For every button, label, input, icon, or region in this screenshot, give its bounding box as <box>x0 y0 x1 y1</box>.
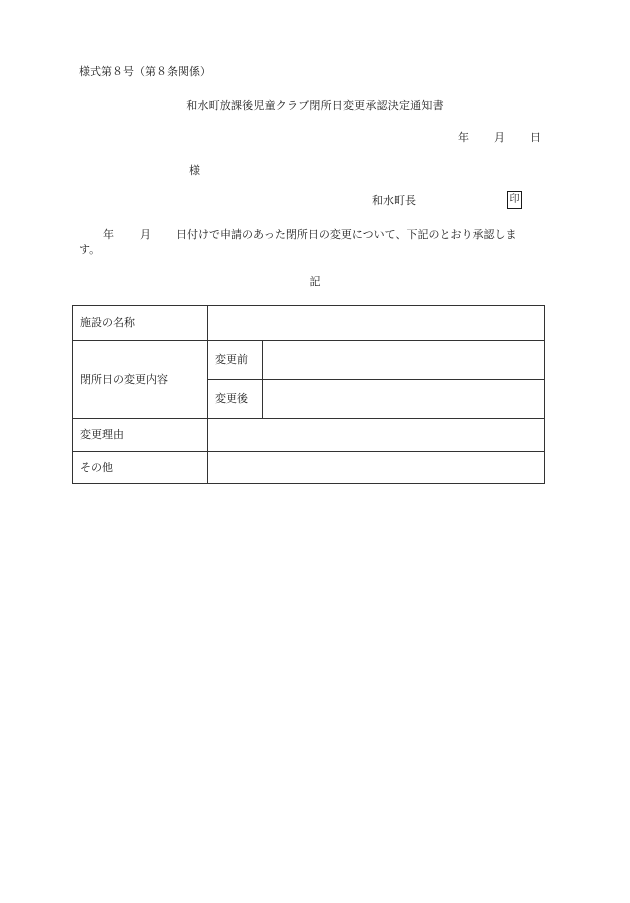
details-table <box>72 305 545 484</box>
before-value <box>263 341 545 380</box>
body-text-line2: す。 <box>79 243 101 257</box>
form-number: 様式第８号（第８条関係） <box>79 65 211 78</box>
table-row <box>73 419 545 452</box>
reason-label: 変更理由 <box>73 419 208 452</box>
table-row <box>73 341 545 380</box>
ki-label: 記 <box>309 275 321 288</box>
table-row <box>73 452 545 484</box>
document-title: 和水町放課後児童クラブ閉所日変更承認決定通知書 <box>186 99 444 112</box>
body-text-line1: 日付けで申請のあった閉所日の変更について、下記のとおり承認しま <box>176 228 517 241</box>
other-value <box>208 452 545 484</box>
after-value <box>263 380 545 419</box>
before-label: 変更前 <box>208 341 263 380</box>
body-month-label: 月 <box>140 228 151 241</box>
after-label: 変更後 <box>208 380 263 419</box>
other-label: その他 <box>73 452 208 484</box>
body-text <box>79 227 559 258</box>
table-row <box>73 306 545 341</box>
reason-value <box>208 419 545 452</box>
date-day-label: 日 <box>530 131 541 144</box>
date-year-label: 年 <box>458 131 469 144</box>
addressee-honorific: 様 <box>189 164 200 177</box>
seal-mark: 印 <box>507 191 522 209</box>
issuer-name: 和水町長 <box>372 194 416 207</box>
body-year-label: 年 <box>103 228 114 241</box>
date-month-label: 月 <box>494 131 505 144</box>
facility-name-label: 施設の名称 <box>73 306 208 341</box>
change-contents-label: 閉所日の変更内容 <box>73 341 208 419</box>
facility-name-value <box>208 306 545 341</box>
issue-date <box>458 130 541 145</box>
